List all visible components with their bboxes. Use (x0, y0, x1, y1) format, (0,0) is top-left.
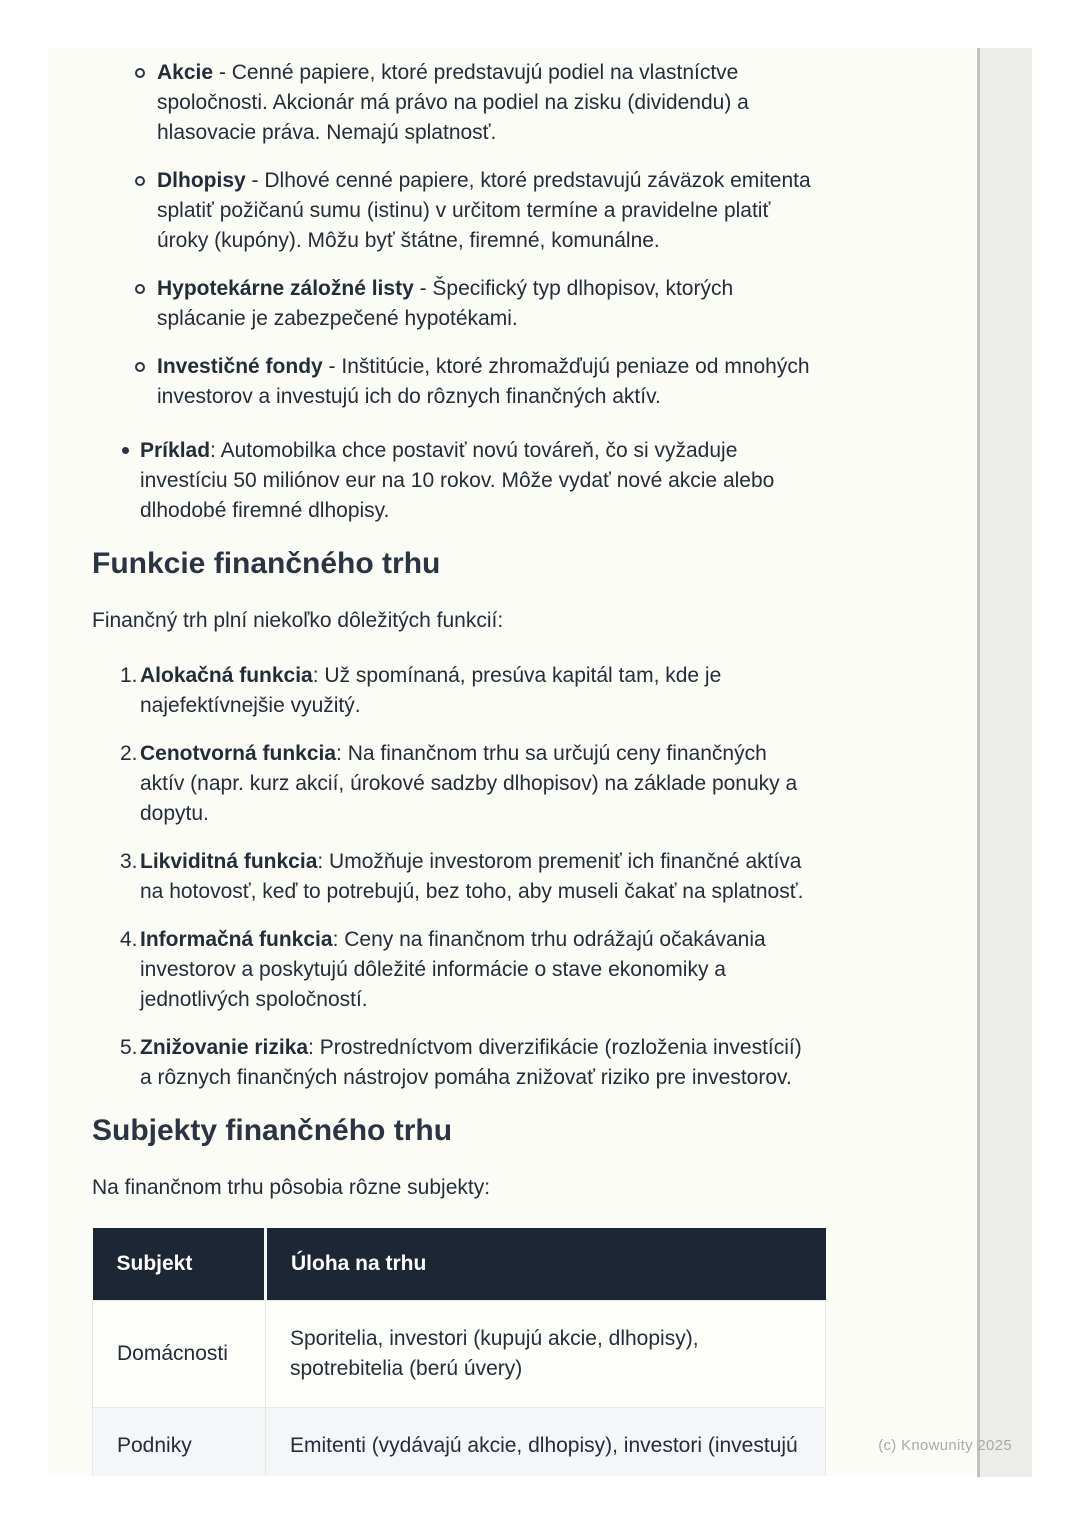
list-item-priklad (92, 436, 976, 526)
list-item-fondy (92, 352, 976, 412)
circle-bullet-icon (135, 284, 145, 294)
term-text: Informačná funkcia (140, 928, 333, 951)
separator-text: : (210, 439, 221, 462)
description-text: Už spomínaná, presúva kapitál tam, kde je najefektívnejšie využitý. (140, 664, 722, 717)
description-text: Dlhové cenné papiere, ktoré predstavujú záväzok emitenta splatiť požičanú sumu (istinu) v určitom termíne a pravidelne platiť úroky (kupóny). Môžu byť štátne, firemné, komunálne. (157, 169, 811, 252)
circle-bullet-icon (135, 68, 145, 78)
list-item-dlhopisy (92, 166, 976, 256)
list-item-text (140, 1033, 810, 1093)
description-text: Ceny na finančnom trhu odrážajú očakávania investorov a poskytujú dôležité informácie o stave ekonomiky a jednotlivých spoločností. (140, 928, 766, 1011)
separator-text: - (413, 277, 433, 300)
list-item-hypotekarne (92, 274, 976, 334)
subjects-table (92, 1228, 826, 1476)
section-heading-subjects: Subjekty finančného trhu (92, 1114, 453, 1147)
separator-text: : (332, 928, 345, 951)
list-item-text (157, 274, 812, 334)
table-cell-subject: Podniky (93, 1407, 266, 1476)
term-text: Príklad (140, 439, 211, 462)
term-text: Akcie (157, 61, 214, 84)
separator-text: : (312, 664, 325, 687)
circle-bullet-icon (135, 176, 145, 186)
description-text: Automobilka chce postaviť novú továreň, čo si vyžaduje investíciu 50 miliónov eur na 10 rokov. Môže vydať nové akcie alebo dlhodobé firemné dlhopisy. (140, 439, 775, 522)
separator-text: - (213, 61, 232, 84)
term-text: Likviditná funkcia (140, 850, 318, 873)
item-number: 1. (120, 664, 138, 687)
section-intro: Finančný trh plní niekoľko dôležitých funkcií: (92, 609, 504, 632)
table-cell-subject: Domácnosti (93, 1300, 266, 1407)
list-item-text (140, 925, 810, 1015)
list-item-text (140, 661, 810, 721)
table-header-uloha: Úloha na trhu (266, 1228, 826, 1300)
term-text: Dlhopisy (157, 169, 246, 192)
term-text: Znižovanie rizika (140, 1036, 309, 1059)
table-cell-role: Emitenti (vydávajú akcie, dlhopisy), investori (investujú (266, 1407, 826, 1476)
list-item-text (140, 847, 810, 907)
description-text: Umožňuje investorom premeniť ich finančné aktíva na hotovosť, keď to potrebujú, bez toho, aby museli čakať na splatnosť. (140, 850, 804, 903)
table-row (93, 1407, 826, 1476)
section-heading-functions: Funkcie finančného trhu (92, 547, 441, 580)
separator-text: - (322, 355, 342, 378)
list-item-text (157, 166, 812, 256)
description-text: Na finančnom trhu sa určujú ceny finančných aktív (napr. kurz akcií, úrokové sadzby dlhopisov) na základe ponuky a dopytu. (140, 742, 798, 825)
item-number: 2. (120, 742, 138, 765)
separator-text: : (336, 742, 348, 765)
numbered-item-3 (92, 847, 976, 907)
description-text: Špecifický typ dlhopisov, ktorých splácanie je zabezpečené hypotékami. (157, 277, 734, 330)
list-item-text (157, 58, 812, 148)
item-number: 5. (120, 1036, 138, 1059)
list-item-text (140, 739, 810, 829)
numbered-item-2 (92, 739, 976, 829)
list-item-text (140, 436, 815, 526)
description-text: Prostredníctvom diverzifikácie (rozloženia investícií) a rôznych finančných nástrojov pomáha znižovať riziko pre investorov. (140, 1036, 802, 1089)
term-text: Cenotvorná funkcia (140, 742, 337, 765)
numbered-item-4 (92, 925, 976, 1015)
term-text: Investičné fondy (157, 355, 323, 378)
table-row (93, 1300, 826, 1407)
term-text: Hypotekárne záložné listy (157, 277, 414, 300)
watermark: (c) Knowunity 2025 (878, 1437, 1012, 1454)
next-page-edge (977, 48, 1032, 1477)
disc-bullet-icon (122, 447, 129, 454)
separator-text: - (245, 169, 265, 192)
table-header-subjekt: Subjekt (93, 1228, 266, 1300)
circle-bullet-icon (135, 362, 145, 372)
numbered-item-5 (92, 1033, 976, 1093)
section-intro: Na finančnom trhu pôsobia rôzne subjekty: (92, 1176, 491, 1199)
document-page (48, 48, 976, 1476)
separator-text: : (317, 850, 330, 873)
description-text: Cenné papiere, ktoré predstavujú podiel na vlastníctve spoločnosti. Akcionár má právo na podiel na zisku (dividendu) a hlasovacie práva. Nemajú splatnosť. (157, 61, 749, 144)
list-item-akcie (92, 58, 976, 148)
list-item-text (157, 352, 812, 412)
table-header-row (93, 1228, 826, 1300)
term-text: Alokačná funkcia (140, 664, 313, 687)
description-text: Inštitúcie, ktoré zhromažďujú peniaze od mnohých investorov a investujú ich do rôznych finančných aktív. (157, 355, 810, 408)
numbered-item-1 (92, 661, 976, 721)
separator-text: : (308, 1036, 320, 1059)
table-cell-role: Sporitelia, investori (kupujú akcie, dlhopisy), spotrebitelia (berú úvery) (266, 1300, 826, 1407)
item-number: 4. (120, 928, 138, 951)
item-number: 3. (120, 850, 138, 873)
